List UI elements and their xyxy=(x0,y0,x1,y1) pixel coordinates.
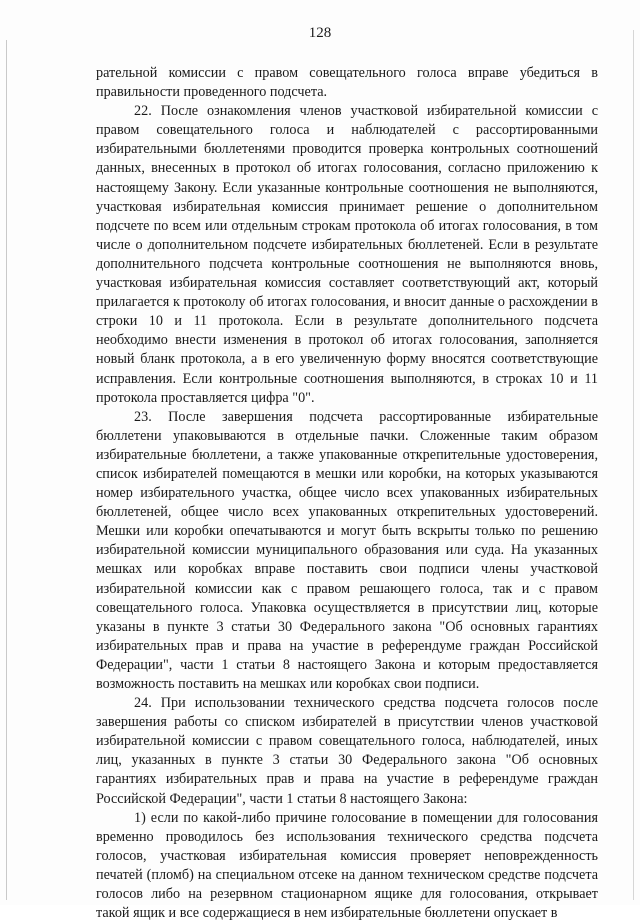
paragraph-continuation: рательной комиссии с правом совещательного голоса вправе убедиться в правильности проведенного подсчета. xyxy=(96,65,598,101)
paragraph-24-item-1: 1) если по какой-либо причине голосование в помещении для голосования временно проводилось без использования технического средства подсчета голосов, участковая избирательная комиссия проверяет неповрежденность печатей (пломб) на специальном отсеке на данном техническом средстве подсчета голосов либо на резервном стационарном ящике для голосования, открывает такой ящик и все содержащиеся в нем избирательные бюллетени опускает в xyxy=(96,809,598,922)
scan-edge-left xyxy=(6,40,7,900)
paragraph-23: 23. После завершения подсчета рассортированные избирательные бюллетени упаковываются в отдельные пачки. Сложенные таким образом избирательные бюллетени, а также упакованные открепительные удостоверения, список избирателей помещаются в мешки или коробки, на которых указываются номер избирательного участка, общее число всех упакованных избирательных бюллетеней, общее число всех упакованных открепительных удостоверений. Мешки или коробки опечатываются и могут быть вскрыты только по решению избирательной комиссии муниципального образования или суда. На указанных мешках или коробках вправе поставить свои подписи члены участковой избирательной комиссии как с правом решающего голоса, так и с правом совещательного голоса. Упаковка осуществляется в присутствии лиц, которые указаны в пункте 3 статьи 30 Федерального закона "Об основных гарантиях избирательных прав и права на участие в референдуме граждан Российской Федерации", части 1 статьи 8 настоящего Закона и которым предоставляется возможность поставить на мешках или коробках свои подписи. xyxy=(96,408,598,692)
paragraph-22: 22. После ознакомления членов участковой избирательной комиссии с правом совещательного голоса и наблюдателей с рассортированными избирательными бюллетенями проводится проверка контрольных соотношений данных, внесенных в протокол об итогах голосования, согласно приложению к настоящему Закону. Если указанные контрольные соотношения не выполняются, участковая избирательная комиссия принимает решение о дополнительном подсчете по всем или отдельным строкам протокола об итогах голосования, в том числе о дополнительном подсчете избирательных бюллетеней. Если в результате дополнительного подсчета контрольные соотношения не выполняются вновь, участковая избирательная комиссия составляет соответствующий акт, который прилагается к протоколу об итогах голосования, и вносит данные о расхождении в строки 10 и 11 протокола. Если в результате дополнительного подсчета необходимо внести изменения в протокол об итогах голосования, заполняется новый бланк протокола, а в его увеличенную форму вносятся соответствующие исправления. Если контрольные соотношения выполняются, в строках 10 и 11 протокола проставляется цифра "0". xyxy=(96,103,598,406)
paragraph-24: 24. При использовании технического средства подсчета голосов после завершения работы со списком избирателей в присутствии членов участковой избирательной комиссии с правом совещательного голоса, наблюдателей, иных лиц, указанных в пункте 3 статьи 30 Федерального закона "Об основных гарантиях избирательных прав и права на участие в референдуме граждан Российской Федерации", части 1 статьи 8 настоящего Закона: xyxy=(96,695,598,807)
document-body xyxy=(96,64,598,923)
page-number: 128 xyxy=(308,25,332,41)
scan-edge-right xyxy=(633,30,634,900)
